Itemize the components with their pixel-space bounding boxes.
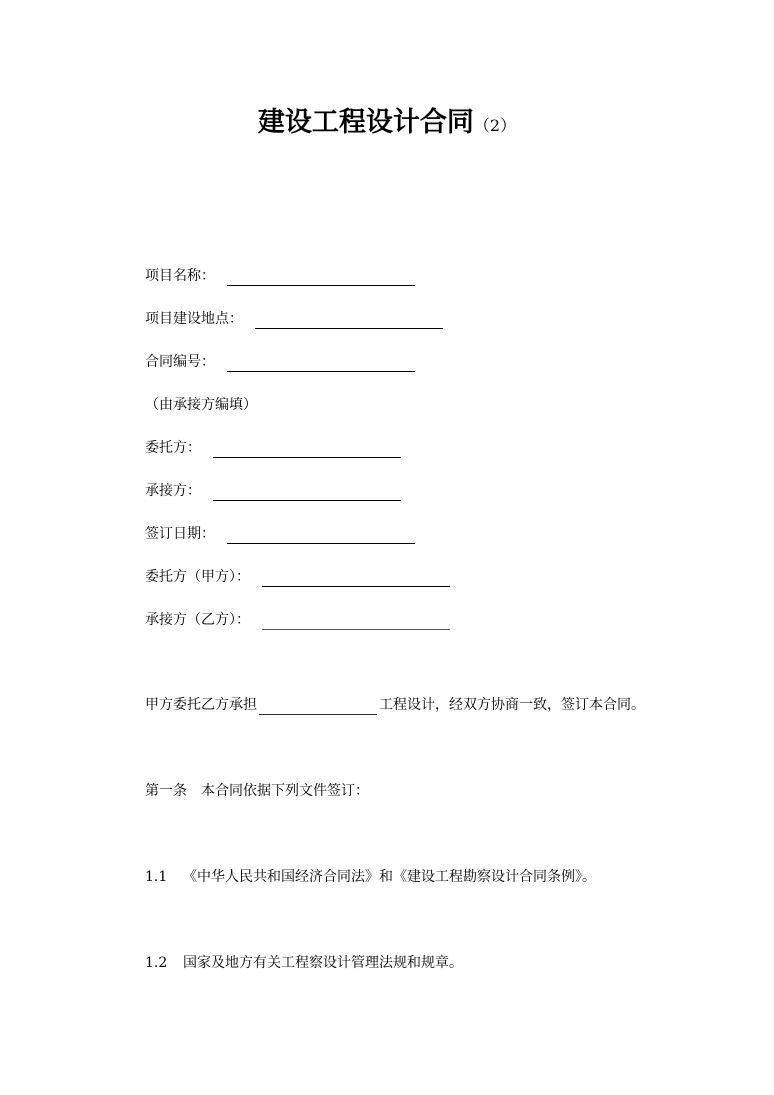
field-project-location: [145, 309, 443, 329]
title-main: 建设工程设计合同: [257, 107, 474, 138]
field-label: 项目建设地点：: [145, 311, 243, 327]
field-blank[interactable]: [255, 313, 443, 329]
field-blank[interactable]: [227, 356, 415, 372]
intro-before: 甲方委托乙方承担: [145, 697, 257, 713]
field-contractor: [145, 481, 401, 501]
field-blank[interactable]: [213, 442, 401, 458]
intro-after: 工程设计，经双方协商一致，签订本合同。: [379, 697, 645, 713]
contract-number-note: （由承接方编填）: [145, 397, 257, 413]
intro-paragraph: [145, 695, 645, 715]
field-label: 合同编号：: [145, 354, 215, 370]
field-label: 承接方：: [145, 483, 201, 499]
field-client: [145, 438, 401, 458]
field-label: 承接方（乙方）：: [145, 612, 250, 628]
title-suffix: （2）: [473, 116, 517, 135]
field-party-a: [145, 567, 450, 587]
item-text: 《中华人民共和国经济合同法》和《建设工程勘察设计合同条例》。: [183, 869, 596, 885]
item-number: 1.1: [145, 869, 168, 885]
project-blank[interactable]: [259, 699, 377, 715]
field-blank[interactable]: [227, 528, 415, 544]
item-text: 国家及地方有关工程察设计管理法规和规章。: [183, 955, 463, 971]
list-item: [145, 867, 596, 887]
document-title: [0, 100, 774, 139]
field-label: 委托方：: [145, 440, 201, 456]
field-blank[interactable]: [262, 571, 450, 587]
item-number: 1.2: [145, 955, 168, 971]
field-blank[interactable]: [227, 270, 415, 286]
field-sign-date: [145, 524, 415, 544]
field-blank[interactable]: [213, 485, 401, 501]
field-contract-number: [145, 352, 415, 372]
field-label: 签订日期：: [145, 526, 215, 542]
article-1-heading: 第一条 本合同依据下列文件签订：: [145, 783, 369, 799]
field-label: 项目名称：: [145, 268, 215, 284]
field-blank[interactable]: [262, 614, 450, 630]
list-item: [145, 953, 463, 973]
field-project-name: [145, 266, 415, 286]
field-label: 委托方（甲方）：: [145, 569, 250, 585]
field-party-b: [145, 610, 450, 630]
